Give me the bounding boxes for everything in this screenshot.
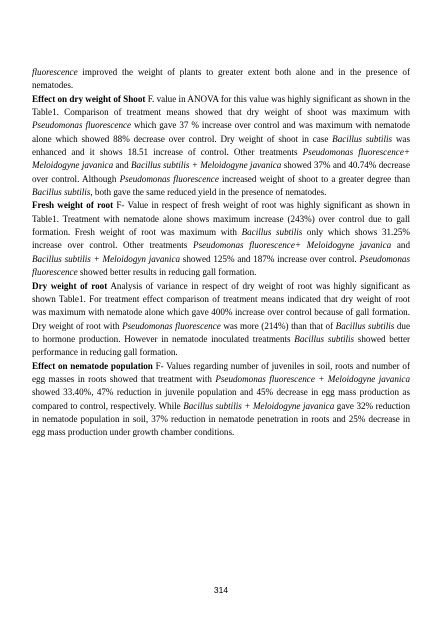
- paragraph-text: showed better results in reducing gall formation.: [77, 267, 257, 278]
- italic-term: Pseudomonas fluorescence+ Meloidogyne javanica: [32, 147, 410, 171]
- italic-term: Bacillus subtilis + Meloidogyne javanica: [130, 160, 282, 171]
- italic-term: Pseudomonas fluorescence: [32, 253, 410, 278]
- paragraph-text: improved the weight of plants to greater extent both alone and in the presence of nematodes.: [32, 67, 410, 91]
- italic-term: Pseudomonas fluorescence: [32, 120, 132, 131]
- paragraph-text: gave 32% reduction in nematode population in soil, 37% reduction in nematode penetration in roots and 25% decrease in egg mass production under growth chamber conditions.: [32, 400, 410, 438]
- shoot-section-paragraph: [32, 93, 410, 200]
- paragraph-text: showed 33.40%, 47% reduction in juvenile population and 45% decrease in egg mass production as compared to control, respectively. While: [32, 387, 410, 411]
- paragraph-text: F- Value in respect of fresh weight of root was highly significant as shown in Table1. Treatment with nematode alone shows maximum increase (243%) over control due to gall formation. Fresh weight of root was maximum with: [32, 200, 410, 238]
- italic-term: Pseudomonas fluorescence: [122, 320, 221, 331]
- italic-term: Bacillus subtilis: [332, 133, 393, 144]
- paragraph-text: showed 125% and 187% increase over control.: [180, 253, 360, 264]
- paragraph-text: , both gave the same reduced yield in the presence of nematodes.: [90, 187, 327, 198]
- section-heading-dry-root: Dry weight of root: [32, 280, 108, 291]
- italic-term: Pseudomonas fluorescence+ Meloidogyne javanica: [193, 240, 392, 251]
- italic-term: Bacillus subtilis + Meloidogyn javanica: [32, 253, 181, 264]
- paragraph-text: showed 37% and 40.74% decrease over control. Although: [32, 160, 410, 184]
- intro-paragraph: [32, 66, 410, 93]
- section-heading-shoot: Effect on dry weight of Shoot: [32, 93, 146, 104]
- paragraph-text: F. value in ANOVA for this value was highly significant as shown in the Table1. Comparison of treatment means showed that dry weight of shoot was maximum with: [32, 93, 410, 118]
- paragraph-text: which gave 37 % increase over control and was maximum with nematode alone which showed 88% decrease over control. Dry weight of shoot in case: [32, 120, 410, 144]
- italic-term: Bacillus subtilis: [32, 187, 91, 198]
- italic-term: Pseudomonas fluorescence + Meloidogyne javanica: [215, 373, 411, 384]
- italic-term: Bacillus subtilis: [294, 333, 355, 344]
- paragraph-text: and: [391, 240, 410, 251]
- italic-term: Pseudomonas fluorescence: [119, 173, 219, 184]
- nematode-section-paragraph: [32, 360, 410, 440]
- paragraph-text: due to hormone production. However in nematode inoculated treatments: [32, 320, 411, 344]
- section-heading-nematode-population: Effect on nematode population: [32, 360, 153, 371]
- paragraph-text: only which shows 31.25% increase over control. Other treatments: [32, 227, 410, 251]
- document-body: [32, 66, 410, 440]
- italic-term: Bacillus subtilis: [335, 320, 395, 331]
- paragraph-text: and: [113, 160, 131, 171]
- paragraph-text: Analysis of variance in respect of dry weight of root was highly significant as shown Table1. For treatment effect comparison of treatment means indicated that dry weight of root was maximum with nematode alone which gave 400% increase over control because of gall formation. Dry weight of root with: [32, 280, 410, 331]
- italic-term: Bacillus subtilis + Meloidogyne javanica: [183, 400, 335, 411]
- paragraph-text: was more (214%) than that of: [220, 320, 336, 331]
- section-heading-fresh-root: Fresh weight of root: [32, 200, 114, 211]
- paragraph-text: F- Values regarding number of juveniles in soil, roots and number of egg masses in roots showed that treatment with: [32, 360, 410, 384]
- fresh-root-section-paragraph: [32, 199, 410, 279]
- italic-term: Bacillus subtilis: [241, 227, 303, 238]
- paragraph-text: increased weight of shoot to a greater degree than: [218, 173, 411, 184]
- italic-term: fluorescence: [32, 67, 78, 77]
- paragraph-text: was enhanced and it shows 18.51 increase of control. Other treatments: [32, 133, 410, 158]
- dry-root-section-paragraph: [32, 280, 410, 360]
- page-number: 314: [213, 585, 229, 595]
- paragraph-text: showed better performance in reducing gall formation.: [32, 333, 411, 358]
